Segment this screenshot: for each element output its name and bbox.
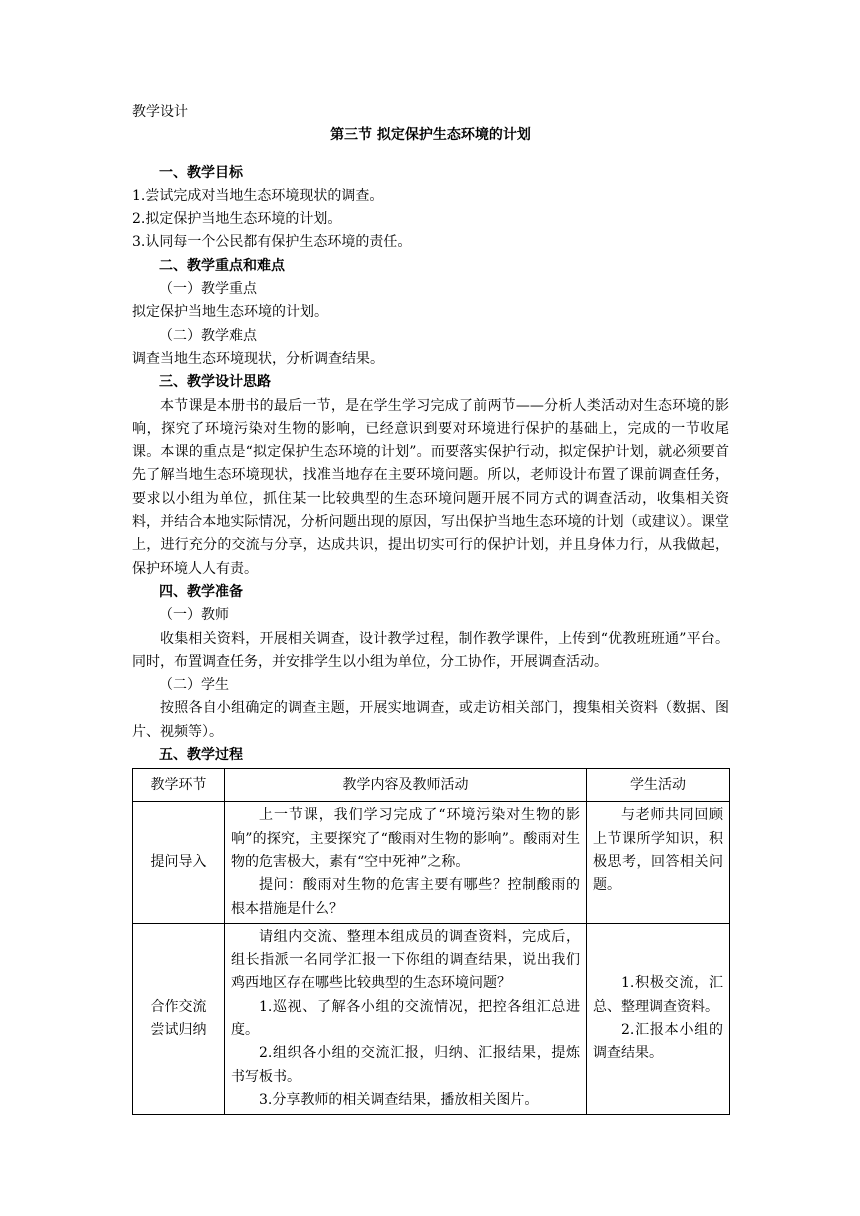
content-paragraph: 上一节课，我们学习完成了“环境污染对生物的影响”的探究，主要探究了“酸雨对生物的影响”。酸雨对生物的危害极大，素有“空中死神”之称。 bbox=[231, 807, 580, 870]
difficulties-sub-heading: （二）教学难点 bbox=[159, 327, 257, 344]
student-paragraph: 1.积极交流，汇总、整理调查资料。 bbox=[593, 975, 723, 1015]
student-prep-text: 按照各自小组确定的调查主题，开展实地调查，或走访相关部门，搜集相关资料（数据、图片、视频等）。 bbox=[132, 700, 729, 740]
document-page bbox=[132, 101, 729, 1115]
keypoints-sub-heading: （一）教学重点 bbox=[159, 281, 257, 298]
student-cell bbox=[587, 923, 730, 1114]
stage-cell bbox=[133, 923, 225, 1114]
section-process-heading: 五、教学过程 bbox=[159, 747, 243, 764]
table-header-cell: 教学环节 bbox=[133, 769, 225, 802]
content-cell bbox=[225, 923, 587, 1114]
table-header-cell: 教学内容及教师活动 bbox=[225, 769, 587, 802]
student-cell bbox=[587, 802, 730, 923]
section-preparation-heading: 四、教学准备 bbox=[159, 583, 243, 600]
table-row bbox=[133, 923, 730, 1114]
teacher-prep-text: 收集相关资料，开展相关调查，设计教学过程，制作教学课件，上传到“优教班班通”平台。同时，布置调查任务，并安排学生以小组为单位，分工协作，开展调查活动。 bbox=[132, 630, 729, 670]
design-paragraph: 本节课是本册书的最后一节，是在学生学习完成了前两节——分析人类活动对生态环境的影响，探究了环境污染对生物的影响，已经意识到要对环境进行保护的基础上，完成的一节收尾课。本课的重点是“拟定保护生态环境的计划”。而要落实保护行动，拟定保护计划，就必须要首先了解当地生态环境现状，找准当地存在主要环境问题。所以，老师设计布置了课前调查任务，要求以小组为单位，抓住某一比较典型的生态环境问题开展不同方式的调查活动，收集相关资料，并结合本地实际情况，分析问题出现的原因，写出保护当地生态环境的计划（或建议）。课堂上，进行充分的交流与分享，达成共识，提出切实可行的保护计划，并且身体力行，从我做起，保护环境人人有责。 bbox=[132, 397, 729, 577]
stage-label: 合作交流尝试归纳 bbox=[150, 998, 207, 1038]
stage-cell: 提问导入 bbox=[133, 802, 225, 923]
section-objectives-heading: 一、教学目标 bbox=[159, 164, 243, 181]
objective-item: 3.认同每一个公民都有保护生态环境的责任。 bbox=[132, 234, 412, 251]
content-cell bbox=[225, 802, 587, 923]
content-paragraph: 提问：酸雨对生物的危害主要有哪些？控制酸雨的根本措施是什么？ bbox=[231, 877, 580, 917]
section-design-heading: 三、教学设计思路 bbox=[159, 374, 271, 391]
content-paragraph: 3.分享教师的相关调查结果，播放相关图片。 bbox=[259, 1091, 539, 1108]
student-paragraph: 2.汇报本小组的调查结果。 bbox=[593, 1021, 723, 1062]
content-paragraph: 2.组织各小组的交流汇报，归纳、汇报结果，提炼书写板书。 bbox=[231, 1045, 580, 1085]
difficulties-text: 调查当地生态环境现状，分析调查结果。 bbox=[132, 350, 384, 367]
objective-item: 1.尝试完成对当地生态环境现状的调查。 bbox=[132, 187, 384, 204]
document-header: 教学设计 bbox=[132, 104, 188, 120]
table-header-cell: 学生活动 bbox=[587, 769, 730, 802]
teacher-sub-heading: （一）教师 bbox=[159, 607, 229, 624]
keypoints-text: 拟定保护当地生态环境的计划。 bbox=[132, 304, 328, 321]
document-title: 第三节 拟定保护生态环境的计划 bbox=[330, 127, 531, 144]
objective-item: 2.拟定保护当地生态环境的计划。 bbox=[132, 211, 342, 228]
student-paragraph: 与老师共同回顾上节课所学知识，积极思考，回答相关问题。 bbox=[593, 807, 723, 894]
section-keypoints-heading: 二、教学重点和难点 bbox=[159, 257, 285, 274]
process-table bbox=[132, 768, 730, 1115]
student-sub-heading: （二）学生 bbox=[159, 677, 229, 694]
table-row bbox=[133, 802, 730, 923]
content-paragraph: 1.巡视、了解各小组的交流情况，把控各组汇总进度。 bbox=[231, 998, 580, 1038]
content-paragraph: 请组内交流、整理本组成员的调查资料，完成后，组长指派一名同学汇报一下你组的调查结果，说出我们鸡西地区存在哪些比较典型的生态环境问题？ bbox=[231, 928, 580, 992]
table-header-row bbox=[133, 769, 730, 802]
